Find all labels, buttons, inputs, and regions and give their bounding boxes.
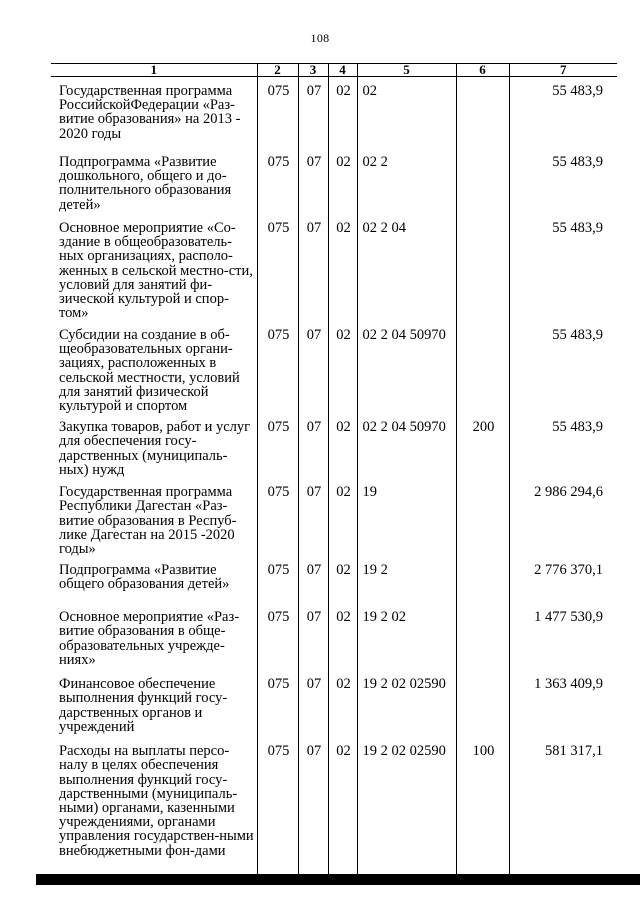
section-cell: 07 [298,603,328,670]
table-row [51,737,617,878]
column-header-6: 6 [456,64,509,77]
target-article-cell: 02 2 04 [357,214,456,321]
column-header-1: 1 [51,64,257,77]
target-article-cell: 19 2 [357,556,456,603]
expense-type-cell: 200 [456,413,509,478]
expense-type-cell [456,321,509,413]
amount-cell: 55 483,9 [509,321,617,413]
expense-type-cell [456,603,509,670]
table-row [51,148,617,214]
subsection-cell: 02 [328,603,357,670]
ministry-code-cell: 075 [257,413,298,478]
target-article-cell: 02 2 [357,148,456,214]
column-header-2: 2 [257,64,298,77]
table-row [51,603,617,670]
row-name-cell: Государственная программа Республики Дагестан «Раз-витие образования в Респуб-лике Дагестан на 2015 -2020 годы» [59,484,237,558]
amount-cell: 2 776 370,1 [509,556,617,603]
section-cell: 07 [298,413,328,478]
table-header-row [51,64,617,77]
ministry-code-cell: 075 [257,214,298,321]
subsection-cell: 02 [328,413,357,478]
column-header-3: 3 [298,64,328,77]
subsection-cell: 02 [328,77,357,149]
section-cell: 07 [298,148,328,214]
expense-type-cell [456,214,509,321]
target-article-cell: 02 2 04 50970 [357,413,456,478]
row-name-cell: Подпрограмма «Развитие общего образования детей» [59,562,230,593]
table-row [51,478,617,556]
target-article-cell: 02 [357,77,456,149]
section-cell: 07 [298,670,328,737]
target-article-cell: 19 2 02 02590 [357,737,456,878]
section-cell: 07 [298,737,328,878]
amount-cell: 1 477 530,9 [509,603,617,670]
expense-type-cell [456,670,509,737]
ministry-code-cell: 075 [257,148,298,214]
amount-cell: 55 483,9 [509,77,617,149]
subsection-cell: 02 [328,670,357,737]
amount-cell: 2 986 294,6 [509,478,617,556]
amount-cell: 581 317,1 [509,737,617,878]
row-name-cell: Подпрограмма «Развитие дошкольного, общего и до-полнительного образования детей» [59,154,232,213]
ministry-code-cell: 075 [257,77,298,149]
table-row [51,556,617,603]
row-name-cell: Закупка товаров, работ и услуг для обеспечения госу-дарственных (муниципаль-ных) нужд [59,419,251,478]
amount-cell: 55 483,9 [509,148,617,214]
row-name-cell: Основное мероприятие «Раз-витие образования в обще-образовательных учрежде-ниях» [59,609,240,668]
column-header-7: 7 [509,64,617,77]
expense-type-cell [456,478,509,556]
table-row [51,413,617,478]
ministry-code-cell: 075 [257,603,298,670]
table-row [51,321,617,413]
expense-type-cell [456,556,509,603]
amount-cell: 55 483,9 [509,214,617,321]
target-article-cell: 19 2 02 [357,603,456,670]
section-cell: 07 [298,77,328,149]
subsection-cell: 02 [328,556,357,603]
budget-table-container [51,62,617,859]
expense-type-cell [456,148,509,214]
section-cell: 07 [298,214,328,321]
ministry-code-cell: 075 [257,478,298,556]
target-article-cell: 19 2 02 02590 [357,670,456,737]
ministry-code-cell: 075 [257,670,298,737]
table-row [51,77,617,149]
section-cell: 07 [298,321,328,413]
amount-cell: 55 483,9 [509,413,617,478]
subsection-cell: 02 [328,737,357,878]
target-article-cell: 02 2 04 50970 [357,321,456,413]
budget-table [51,63,617,878]
subsection-cell: 02 [328,214,357,321]
expense-type-cell: 100 [456,737,509,878]
column-header-4: 4 [328,64,357,77]
ministry-code-cell: 075 [257,321,298,413]
ministry-code-cell: 075 [257,556,298,603]
section-cell: 07 [298,478,328,556]
section-cell: 07 [298,556,328,603]
row-name-cell: Финансовое обеспечение выполнения функций госу-дарственных органов и учреждений [59,676,228,735]
table-row [51,670,617,737]
subsection-cell: 02 [328,148,357,214]
row-name-cell: Субсидии на создание в об-щеобразовательных органи-зациях, расположенных в сельской местности, условий для занятий физической культурой и спортом [59,327,240,415]
table-row [51,214,617,321]
expense-type-cell [456,77,509,149]
column-header-5: 5 [357,64,456,77]
subsection-cell: 02 [328,321,357,413]
row-name-cell: Основное мероприятие «Со-здание в общеобразователь-ных организациях, располо-женных в сельской местно-сти, условий для занятий фи-зической культурой и спор-том» [59,220,253,322]
scan-edge-bar [36,874,640,885]
row-name-cell: Государственная программа РоссийскойФедерации «Раз-витие образования» на 2013 - 2020 годы [59,83,241,142]
subsection-cell: 02 [328,478,357,556]
target-article-cell: 19 [357,478,456,556]
page-number: 108 [310,31,330,45]
amount-cell: 1 363 409,9 [509,670,617,737]
ministry-code-cell: 075 [257,737,298,878]
row-name-cell: Расходы на выплаты персо-налу в целях обеспечения выполнения функций госу-дарственными (муниципаль-ными) органами, казенными учреждениями, органами управления государствен-ными внебюджетными фон-дами [59,743,254,859]
